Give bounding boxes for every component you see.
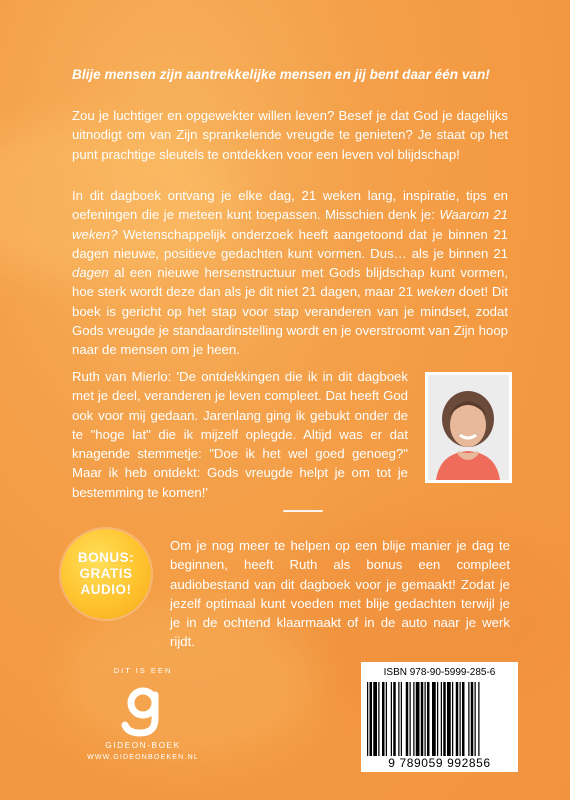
isbn-barcode: [361, 662, 518, 772]
author-quote: Ruth van Mierlo: 'De ontdekkingen die ik in dit dagboek met je deel, veranderen je leven compleet. Dat heeft God ook voor mij gedaan. Jarenlang ging ik gebukt onder de te "hoge lat" die ik mijzelf oplegde. Altijd was er dat knagende stemmetje: "Doe ik het wel goed genoeg?" Maar ik heb ontdekt: Gods vreugde helpt je om tot je bestemming te komen!': [72, 369, 408, 500]
intro-paragraph: Zou je luchtiger en opgewekter willen leven? Besef je dat God je dagelijks uitnodigt om van Zijn sprankelende vreugde te genieten? Je staat op het punt prachtige sleutels te ontdekken voor een leven vol blijdschap!: [72, 108, 508, 162]
gideon-logo-icon: [110, 683, 176, 739]
isbn-label: ISBN 978-90-5999-285-6: [383, 667, 496, 678]
tagline: Blije mensen zijn aantrekkelijke mensen en jij bent daar één van!: [72, 67, 490, 82]
bonus-line: GRATIS: [79, 566, 133, 581]
bonus-paragraph: Om je nog meer te helpen op een blije manier je dag te beginnen, heeft Ruth als bonus een compleet audiobestand van dit dagboek voor je gemaakt! Zodat je jezelf optimaal kunt voeden met blije gedachten terwijl je je in de ochtend klaarmaakt of in de auto naar je werk rijdt.: [170, 538, 510, 650]
divider: [283, 510, 323, 512]
publisher-tagline: DIT IS EEN: [113, 666, 173, 675]
publisher-url: WWW.GIDEONBOEKEN.NL: [87, 754, 199, 761]
bonus-line: BONUS:: [77, 550, 135, 565]
barcode-number: 9 789059 992856: [388, 756, 491, 770]
barcode-bars: [367, 682, 513, 756]
author-portrait: [425, 372, 512, 483]
bonus-line: AUDIO!: [80, 582, 132, 597]
bonus-badge: [61, 529, 151, 619]
description-paragraph: In dit dagboek ontvang je elke dag, 21 weken lang, inspiratie, tips en oefeningen die je meteen kunt toepassen. Misschien denk je: Waarom 21 weken? Wetenschappelijk onderzoek heeft aangetoond dat je binnen 21 dagen nieuwe, positieve gedachten kunt vormen. Dus… als je binnen 21 dagen al een nieuwe hersenstructuur met Gods blijdschap kunt vormen, hoe sterk wordt deze dan als je dit niet 21 dagen, maar 21 weken doet! Dit boek is gericht op het stap voor stap veranderen van je mindset, zodat Gods vreugde je standaardinstelling wordt en je overstroomt van Zijn hoop naar de mensen om je heen.: [72, 188, 509, 358]
publisher-name: GIDEON-BOEK: [105, 741, 181, 750]
